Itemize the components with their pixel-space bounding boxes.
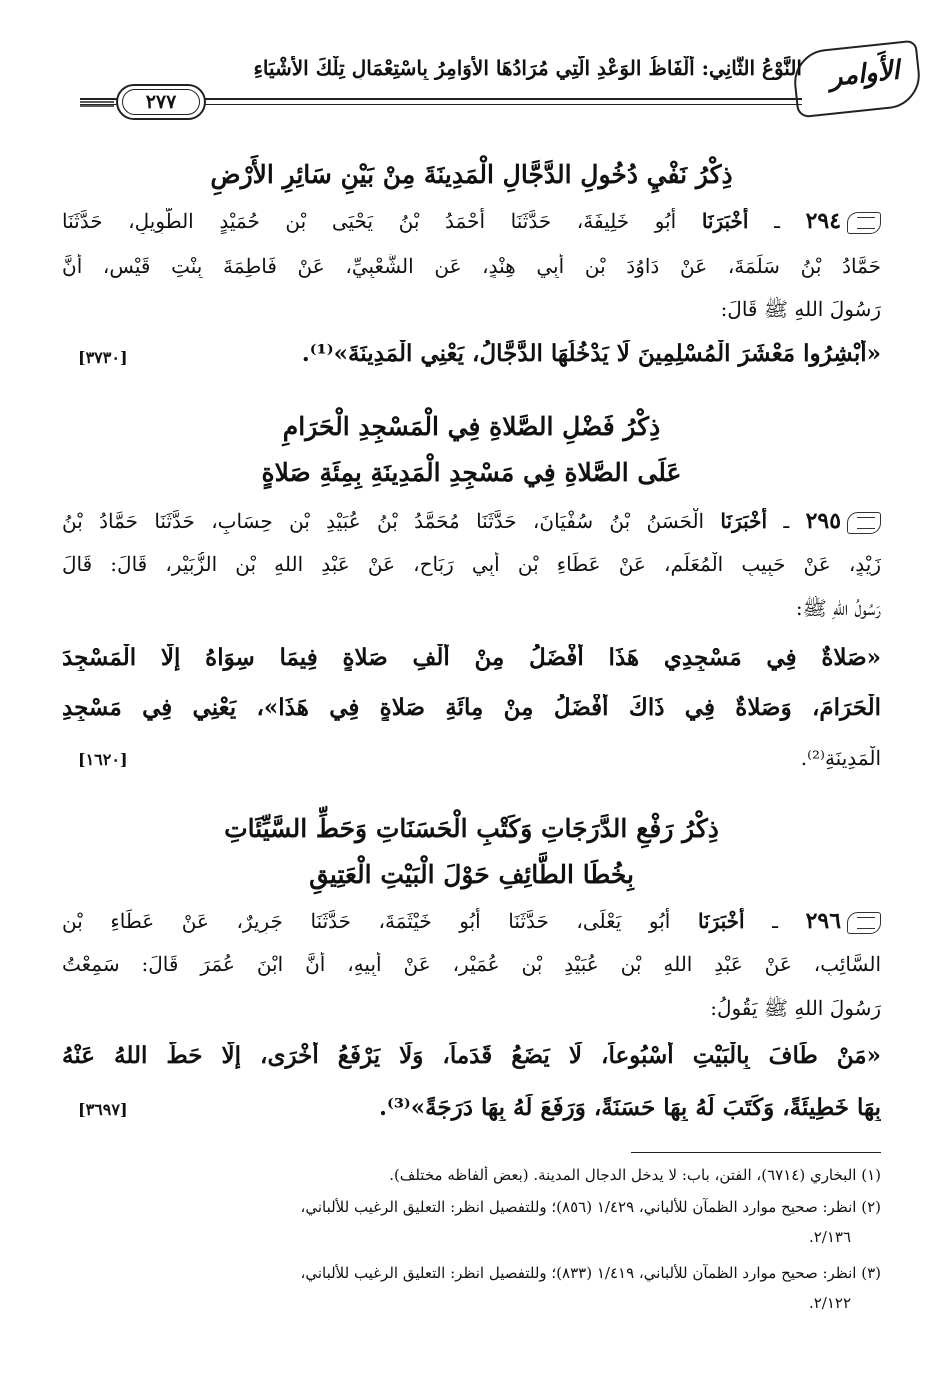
footnote: (١) البخاري (٦٧١٤)، الفتن، باب: لا يدخل الدجال المدينة. (بعض ألفاظه مختلف). [389, 1166, 881, 1184]
akhbarana-word: أَخْبَرَنَا [701, 209, 749, 233]
section-heading: بِخُطَا الطَّائِفِ حَوْلَ الْبَيْتِ الْعَتِيقِ [309, 860, 634, 889]
akhbarana-word: أَخْبَرَنَا [697, 909, 745, 933]
hadith-number-icon [847, 512, 881, 534]
section-heading: ذِكْرُ رَفْعِ الدَّرَجَاتِ وَكَتْبِ الْحَسَنَاتِ وَحَطِّ السَّيِّئَاتِ [224, 814, 719, 843]
hadith-matn-line: الْمَدِينَةِ⁽²⁾. [800, 746, 881, 770]
footnote: (٣) انظر: صحيح موارد الظمآن للألباني، ١/٤١٩ (٨٣٣)؛ وللتفصيل انظر: التعليق الرغيب للألباني، [300, 1264, 881, 1282]
footnote: (٢) انظر: صحيح موارد الظمآن للألباني، ١/٤٢٩ (٨٥٦)؛ وللتفصيل انظر: التعليق الرغيب للألباني، [300, 1198, 881, 1216]
section-emblem [791, 40, 923, 119]
section-heading: ذِكْرُ فَضْلِ الصَّلاةِ فِي الْمَسْجِدِ الْحَرَامِ [282, 412, 661, 441]
hadith-reference: [٣٦٩٧] [78, 1100, 128, 1119]
isnad-text: الْحَسَنُ بْنُ سُفْيَانَ، حَدَّثَنَا مُحَمَّدُ بْنُ عُبَيْدِ بْنِ حِسَابٍ، حَدَّثَنَا حَمَّادُ بْنُ [62, 509, 705, 533]
hadith-matn-line: «أَبْشِرُوا مَعْشَرَ الْمُسْلِمِينَ لَا يَدْخُلُهَا الدَّجَّالُ، يَعْنِي الْمَدِينَةَ»⁽¹⁾. [301, 340, 881, 367]
hadith-matn-line: بِهَا خَطِيئَةً، وَكَتَبَ لَهُ بِهَا حَسَنَةً، وَرَفَعَ لَهُ بِهَا دَرَجَةً»⁽³⁾. [378, 1094, 881, 1121]
hadith-isnad-line: ٢٩٥ ـ أَخْبَرَنَا الْحَسَنُ بْنُ سُفْيَانَ، حَدَّثَنَا مُحَمَّدُ بْنُ عُبَيْدِ بْنِ حِسَابٍ، حَدَّثَنَا حَمَّادُ بْنُ [62, 508, 881, 534]
footnote-separator [631, 1152, 881, 1153]
footnote-continuation: ٢/١٢٢. [808, 1294, 851, 1312]
hadith-isnad-line: حَمَّادُ بْنُ سَلَمَةَ، عَنْ دَاوُدَ بْنِ أَبِي هِنْدٍ، عَنِ الشَّعْبِيِّ، عَنْ فَاطِمَةَ بِنْتِ قَيْسٍ، أَنَّ [62, 254, 881, 278]
akhbarana-word: أَخْبَرَنَا [720, 509, 768, 533]
section-heading: عَلَى الصَّلاةِ فِي مَسْجِدِ الْمَدِينَةِ بِمِئَةِ صَلاةٍ [261, 458, 682, 487]
hadith-number: ٢٩٦ [805, 908, 842, 934]
hadith-isnad-line: رَسُولُ اللهِ ﷺ: [795, 596, 881, 620]
hadith-number: ٢٩٤ [805, 208, 842, 234]
footnote-continuation: ٢/١٣٦. [808, 1228, 851, 1246]
hadith-matn-line: الْحَرَامَ، وَصَلاةٌ فِي ذَاكَ أَفْضَلُ مِنْ مِائَةِ صَلاةٍ فِي هَذَا»، يَعْنِي فِي مَسْجِدِ [62, 694, 881, 721]
hadith-number-icon [847, 212, 881, 234]
hadith-isnad-line: السَّائِبِ، عَنْ عَبْدِ اللهِ بْنِ عُبَيْدِ بْنِ عُمَيْرٍ، عَنْ أَبِيهِ، أَنَّ ابْنَ عُمَرَ قَالَ: سَمِعْتُ [62, 952, 881, 976]
hadith-isnad-line: ٢٩٦ ـ أَخْبَرَنَا أَبُو يَعْلَى، حَدَّثَنَا أَبُو خَيْثَمَةَ، حَدَّثَنَا جَرِيرٌ، عَنْ عَطَاءِ بْنِ [62, 908, 881, 934]
hadith-reference: [٣٧٣٠] [78, 348, 128, 367]
emblem-text: الأَوامر [828, 55, 901, 93]
page-number-frame [116, 84, 206, 120]
hadith-number-icon [847, 912, 881, 934]
hadith-isnad-line: رَسُولَ اللهِ ﷺ قَالَ: [720, 297, 881, 321]
hadith-isnad-line: زَيْدٍ، عَنْ حَبِيبٍ الْمُعَلِّمِ، عَنْ عَطَاءِ بْنِ أَبِي رَبَاحٍ، عَنْ عَبْدِ اللهِ بْنِ الزُّبَيْرِ، قَالَ: قَالَ [62, 552, 881, 576]
hadith-reference: [١٦٢٠] [78, 750, 128, 769]
isnad-text: أَبُو خَلِيفَةَ، حَدَّثَنَا أَحْمَدُ بْنُ يَحْيَى بْنِ حُمَيْدٍ الطَّوِيلِ، حَدَّثَنَا [62, 209, 677, 233]
hadith-matn-line: «صَلاةٌ فِي مَسْجِدِي هَذَا أَفْضَلُ مِنْ أَلْفِ صَلاةٍ فِيمَا سِوَاهُ إِلَّا الْمَسْجِدَ [62, 644, 881, 671]
hadith-isnad-line: ٢٩٤ ـ أَخْبَرَنَا أَبُو خَلِيفَةَ، حَدَّثَنَا أَحْمَدُ بْنُ يَحْيَى بْنِ حُمَيْدٍ الطَّوِيلِ، حَدَّثَنَا [62, 208, 881, 234]
running-title: النَّوْعُ الثَّانِي: أَلْفَاظُ الوَعْدِ الَّتِي مُرَادُهَا الأَوَامِرُ بِاسْتِعْمَالِ تِلْكَ الأَشْيَاءِ [253, 56, 802, 80]
page-number-ornament [80, 100, 114, 108]
page-number: ٢٧٧ [122, 89, 200, 115]
section-heading: ذِكْرُ نَفْيِ دُخُولِ الدَّجَّالِ الْمَدِينَةَ مِنْ بَيْنِ سَائِرِ الأَرْضِ [210, 160, 733, 189]
hadith-isnad-line: رَسُولَ اللهِ ﷺ يَقُولُ: [710, 996, 881, 1020]
hadith-number: ٢٩٥ [805, 508, 842, 534]
page-header [78, 40, 920, 130]
isnad-text: أَبُو يَعْلَى، حَدَّثَنَا أَبُو خَيْثَمَةَ، حَدَّثَنَا جَرِيرٌ، عَنْ عَطَاءِ بْنِ [62, 909, 671, 933]
hadith-matn-line: «مَنْ طَافَ بِالْبَيْتِ أُسْبُوعاً، لَا يَضَعُ قَدَماً، وَلَا يَرْفَعُ أُخْرَى، إِلَّا حَطَّ اللهُ عَنْهُ [62, 1042, 881, 1069]
